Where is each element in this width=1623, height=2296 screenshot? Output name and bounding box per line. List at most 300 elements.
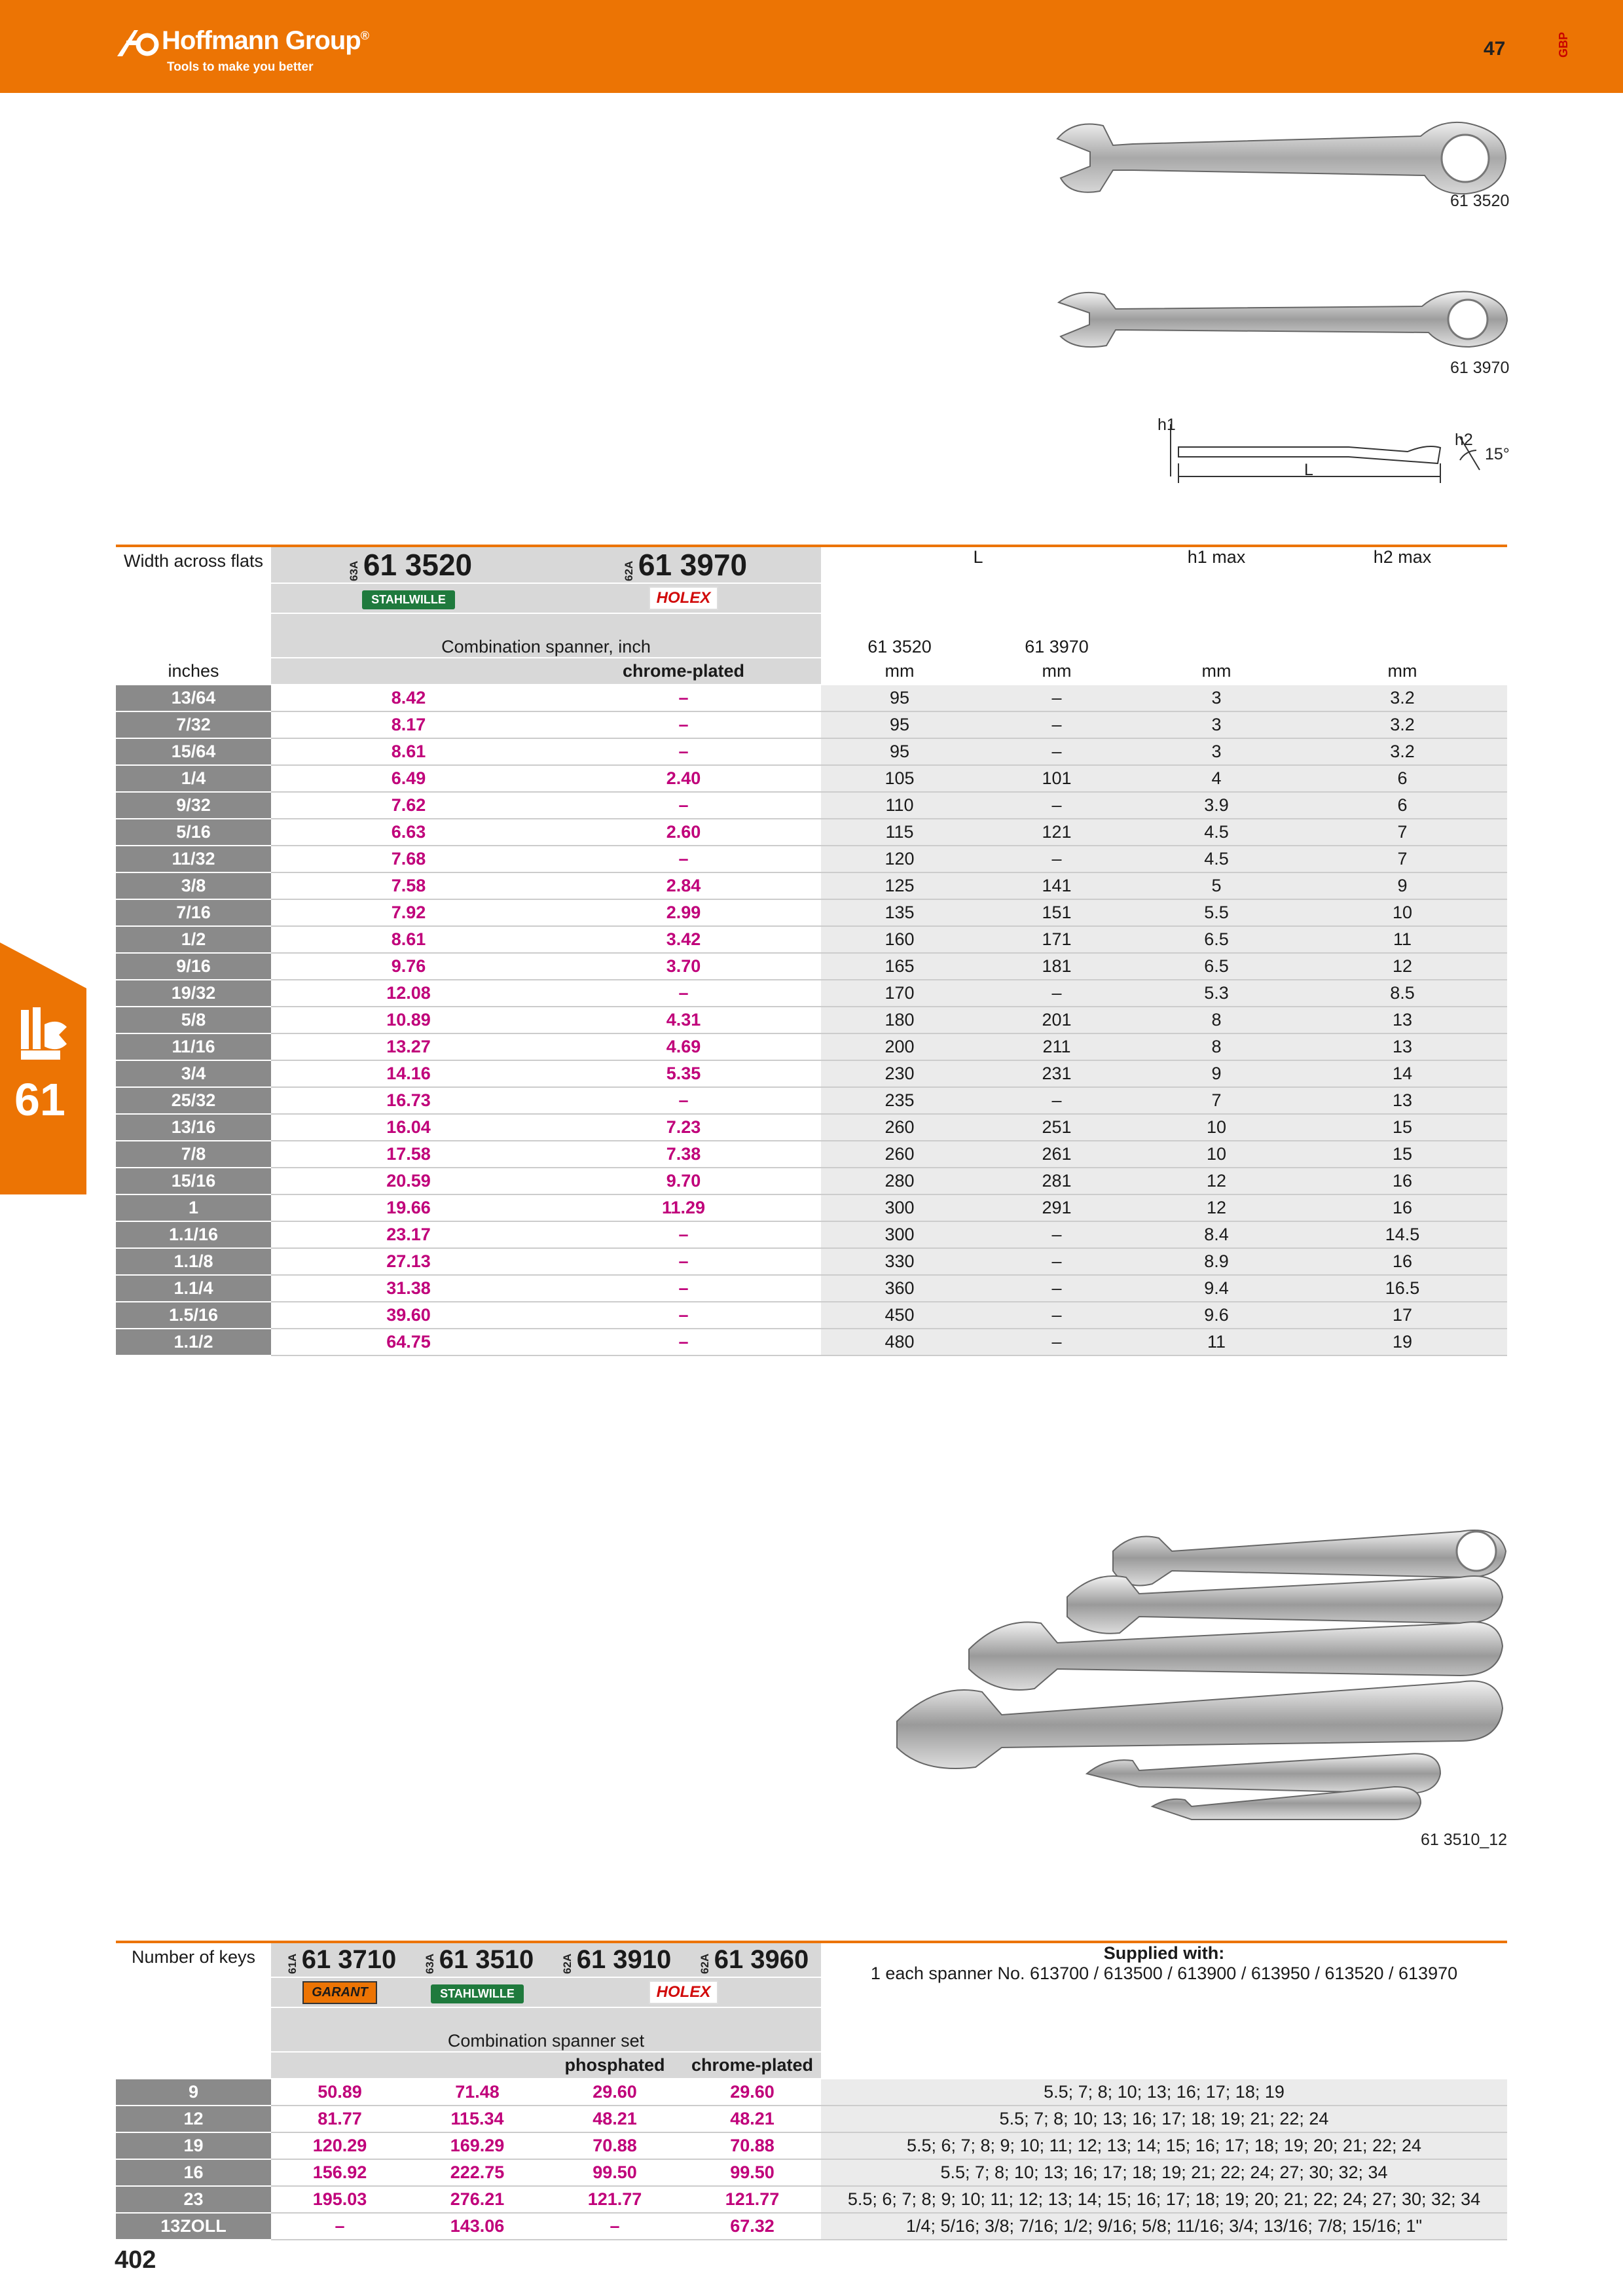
supplied-with-cell — [821, 1942, 1507, 2007]
table-cell: – — [978, 711, 1135, 738]
table-cell: 3.2 — [1298, 738, 1507, 765]
table-row — [116, 711, 1507, 738]
table-row — [116, 980, 1507, 1007]
table-cell: 120 — [821, 846, 978, 872]
row-label-cell: 19 — [116, 2132, 271, 2159]
spanner-613970-image — [1055, 283, 1514, 355]
table-cell: 480 — [821, 1329, 978, 1355]
table-row — [116, 738, 1507, 765]
table-cell[interactable]: 9.76 — [271, 953, 546, 980]
row-label-cell: 1.1/16 — [116, 1221, 271, 1248]
chapter-tab[interactable] — [0, 942, 86, 1194]
table-cell: 8.4 — [1135, 1221, 1298, 1248]
table-cell: 280 — [821, 1168, 978, 1194]
table-cell[interactable]: – — [546, 2213, 684, 2240]
table-cell: 8 — [1135, 1033, 1298, 1060]
table-cell[interactable]: 3.70 — [546, 953, 821, 980]
table-cell: 181 — [978, 953, 1135, 980]
diagram-label-angle: 15° — [1485, 445, 1510, 463]
table-cell: 3 — [1135, 711, 1298, 738]
unit-mm: mm — [821, 658, 978, 685]
table-cell: 13 — [1298, 1007, 1507, 1033]
table-cell[interactable]: 120.29 — [271, 2132, 409, 2159]
table-cell: 9 — [1298, 872, 1507, 899]
table-cell[interactable]: – — [546, 685, 821, 711]
brand-stahlwille-cell — [271, 583, 546, 613]
row-label-cell: 5/16 — [116, 819, 271, 846]
stahlwille-logo: STAHLWILLE — [362, 590, 455, 609]
table-cell: 165 — [821, 953, 978, 980]
brand-stahlwille-cell — [409, 1977, 546, 2007]
table-cell: 235 — [821, 1087, 978, 1114]
table-cell: 6 — [1298, 792, 1507, 819]
article-613510-header — [409, 1942, 546, 1977]
table-cell: 12 — [1135, 1194, 1298, 1221]
spanner-hand-icon — [18, 1005, 71, 1064]
table-row — [116, 2213, 1507, 2240]
table-cell: 180 — [821, 1007, 978, 1033]
table-cell: 6.5 — [1135, 926, 1298, 953]
number-of-keys-label: Number of keys — [116, 1942, 271, 1977]
table-cell: 101 — [978, 765, 1135, 792]
table-cell[interactable]: – — [546, 1087, 821, 1114]
table-cell: 3 — [1135, 738, 1298, 765]
row-label-cell: 11/16 — [116, 1033, 271, 1060]
table-row — [116, 1275, 1507, 1302]
table-row — [116, 1329, 1507, 1355]
table-cell[interactable]: 3.42 — [546, 926, 821, 953]
table-cell: 151 — [978, 899, 1135, 926]
table-cell: 251 — [978, 1114, 1135, 1141]
table-cell: 260 — [821, 1114, 978, 1141]
table-cell[interactable]: 81.77 — [271, 2106, 409, 2132]
table-row — [116, 1087, 1507, 1114]
table-cell: 5.5; 7; 8; 10; 13; 16; 17; 18; 19 — [821, 2079, 1507, 2106]
header-bar — [0, 0, 1623, 93]
table-cell[interactable]: – — [546, 1221, 821, 1248]
row-label-cell: 19/32 — [116, 980, 271, 1007]
set-description: Combination spanner set — [271, 2007, 821, 2052]
row-label-cell: 13/16 — [116, 1114, 271, 1141]
table-cell[interactable]: – — [546, 711, 821, 738]
row-label-cell: 15/16 — [116, 1168, 271, 1194]
table-cell: 8.5 — [1298, 980, 1507, 1007]
image-caption-613970: 61 3970 — [1450, 359, 1510, 377]
table-cell: 1/4; 5/16; 3/8; 7/16; 1/2; 9/16; 5/8; 11/16; 3/4; 13/16; 7/8; 15/16; 1" — [821, 2213, 1507, 2240]
table-cell[interactable]: 7.92 — [271, 899, 546, 926]
table-cell[interactable]: 12.08 — [271, 980, 546, 1007]
table-cell: 170 — [821, 980, 978, 1007]
table-cell[interactable]: 29.60 — [546, 2079, 684, 2106]
table-cell[interactable]: 8.61 — [271, 926, 546, 953]
table-cell: 17 — [1298, 1302, 1507, 1329]
table-cell: – — [978, 1275, 1135, 1302]
row-label-cell: 25/32 — [116, 1087, 271, 1114]
holex-logo: HOLEX — [649, 1981, 719, 2004]
table-cell[interactable]: 276.21 — [409, 2186, 546, 2213]
table-cell: – — [978, 792, 1135, 819]
article-613910-header — [546, 1942, 684, 1977]
unit-inches: inches — [116, 658, 271, 685]
table-row — [116, 1007, 1507, 1033]
table-cell: 13 — [1298, 1087, 1507, 1114]
row-label-cell: 1/2 — [116, 926, 271, 953]
table-cell: 5.3 — [1135, 980, 1298, 1007]
article-number: 61 3960 — [714, 1945, 809, 1974]
spanner-set-613510-image — [871, 1505, 1519, 1846]
table-row — [116, 1221, 1507, 1248]
table-row — [116, 2079, 1507, 2106]
row-label-cell: 3/8 — [116, 872, 271, 899]
table-cell: 115 — [821, 819, 978, 846]
row-label-cell: 9 — [116, 2079, 271, 2106]
table-cell[interactable]: 14.16 — [271, 1060, 546, 1087]
table-cell[interactable]: 7.23 — [546, 1114, 821, 1141]
table-cell[interactable]: 48.21 — [684, 2106, 821, 2132]
table-cell: 5 — [1135, 872, 1298, 899]
dimension-diagram — [1152, 411, 1512, 496]
table-cell[interactable]: 2.99 — [546, 899, 821, 926]
table-cell: 8.9 — [1135, 1248, 1298, 1275]
table-cell: 10 — [1135, 1141, 1298, 1168]
spanner-set-table — [116, 1941, 1507, 2240]
table-cell: 11 — [1135, 1329, 1298, 1355]
table-cell: 10 — [1135, 1114, 1298, 1141]
row-label-cell: 11/32 — [116, 846, 271, 872]
table-cell: 4.5 — [1135, 819, 1298, 846]
table-cell: 291 — [978, 1194, 1135, 1221]
table-cell[interactable]: 4.69 — [546, 1033, 821, 1060]
table-cell[interactable]: 115.34 — [409, 2106, 546, 2132]
h1-max-header: h1 max — [1135, 546, 1298, 583]
brand-holex-cell — [546, 583, 821, 613]
table-cell: 12 — [1135, 1168, 1298, 1194]
table-row — [116, 685, 1507, 711]
table-cell[interactable]: – — [546, 1329, 821, 1355]
diagram-label-h1: h1 — [1158, 416, 1176, 434]
table-cell: 110 — [821, 792, 978, 819]
table-cell[interactable]: 99.50 — [684, 2159, 821, 2186]
table-cell: 5.5; 7; 8; 10; 13; 16; 17; 18; 19; 21; 22; 24 — [821, 2106, 1507, 2132]
table-cell: 4 — [1135, 765, 1298, 792]
finish-chrome-plated: chrome-plated — [684, 2052, 821, 2079]
table-cell[interactable]: – — [546, 1248, 821, 1275]
row-label-cell: 1/4 — [116, 765, 271, 792]
table-cell[interactable]: 6.63 — [271, 819, 546, 846]
width-across-flats-label: Width across flats — [116, 546, 271, 583]
article-613960-header — [684, 1942, 821, 1977]
table-cell[interactable]: 16.73 — [271, 1087, 546, 1114]
table-row — [116, 765, 1507, 792]
page-number-bottom: 402 — [115, 2246, 156, 2274]
brand-holex-cell — [546, 1977, 821, 2007]
table-row — [116, 953, 1507, 980]
table-cell[interactable]: 8.17 — [271, 711, 546, 738]
table-cell[interactable]: 169.29 — [409, 2132, 546, 2159]
row-label-cell: 13/64 — [116, 685, 271, 711]
table-cell[interactable]: 17.58 — [271, 1141, 546, 1168]
price-group-tag: 61A — [285, 1953, 299, 1974]
table-row — [116, 1033, 1507, 1060]
table-cell[interactable]: 156.92 — [271, 2159, 409, 2186]
table-cell[interactable]: – — [546, 980, 821, 1007]
row-label-cell: 9/16 — [116, 953, 271, 980]
table-cell[interactable]: 2.40 — [546, 765, 821, 792]
table-cell[interactable]: 2.60 — [546, 819, 821, 846]
row-label-cell: 5/8 — [116, 1007, 271, 1033]
supplied-with-text: 1 each spanner No. 613700 / 613500 / 613900 / 613950 / 613520 / 613970 — [870, 1964, 1458, 1983]
table-cell: 7 — [1298, 846, 1507, 872]
table-cell[interactable]: – — [546, 1275, 821, 1302]
table-row — [116, 2186, 1507, 2213]
table-cell[interactable]: – — [546, 792, 821, 819]
row-label-cell: 3/4 — [116, 1060, 271, 1087]
table-cell: – — [978, 980, 1135, 1007]
table-cell[interactable]: 195.03 — [271, 2186, 409, 2213]
table-cell[interactable]: 7.58 — [271, 872, 546, 899]
table-cell: 231 — [978, 1060, 1135, 1087]
page-number-top: 47 — [1484, 38, 1506, 60]
table-row — [116, 872, 1507, 899]
table-cell[interactable]: 6.49 — [271, 765, 546, 792]
article-613710-header — [271, 1942, 409, 1977]
table-row — [116, 1194, 1507, 1221]
table-row — [116, 1302, 1507, 1329]
table-cell: 260 — [821, 1141, 978, 1168]
table-cell[interactable]: 7.68 — [271, 846, 546, 872]
table-row — [116, 1248, 1507, 1275]
finish-chrome-plated: chrome-plated — [546, 658, 821, 685]
article-number: 61 3520 — [363, 548, 473, 582]
table-cell: 105 — [821, 765, 978, 792]
row-label-cell: 1.1/8 — [116, 1248, 271, 1275]
table-cell[interactable]: – — [546, 738, 821, 765]
table-cell: 6 — [1298, 765, 1507, 792]
table-cell[interactable]: 50.89 — [271, 2079, 409, 2106]
table-row — [116, 926, 1507, 953]
table-cell: 135 — [821, 899, 978, 926]
table-row — [116, 2159, 1507, 2186]
table-row — [116, 1114, 1507, 1141]
table-cell[interactable]: 48.21 — [546, 2106, 684, 2132]
table-cell: 5.5; 6; 7; 8; 9; 10; 11; 12; 13; 14; 15; 16; 17; 18; 19; 20; 21; 22; 24 — [821, 2132, 1507, 2159]
row-label-cell: 15/64 — [116, 738, 271, 765]
table-cell: 95 — [821, 738, 978, 765]
table-cell: 95 — [821, 685, 978, 711]
table-cell: 16 — [1298, 1248, 1507, 1275]
table-row — [116, 2106, 1507, 2132]
table-cell: 360 — [821, 1275, 978, 1302]
row-label-cell: 7/16 — [116, 899, 271, 926]
row-label-cell: 13ZOLL — [116, 2213, 271, 2240]
table-cell[interactable]: 31.38 — [271, 1275, 546, 1302]
row-label-cell: 7/32 — [116, 711, 271, 738]
table-row — [116, 819, 1507, 846]
table-cell: 300 — [821, 1221, 978, 1248]
table-cell: 330 — [821, 1248, 978, 1275]
brand-garant-cell — [271, 1977, 409, 2007]
table-cell[interactable]: 67.32 — [684, 2213, 821, 2240]
table-cell: 450 — [821, 1302, 978, 1329]
length-header: L — [821, 546, 1135, 583]
table-cell[interactable]: – — [546, 846, 821, 872]
image-caption-613510-12: 61 3510_12 — [1421, 1831, 1508, 1849]
table-cell: 211 — [978, 1033, 1135, 1060]
sub-header-L1: 61 3520 — [821, 613, 978, 658]
table-row — [116, 1141, 1507, 1168]
table-cell[interactable]: 71.48 — [409, 2079, 546, 2106]
article-number: 61 3970 — [638, 548, 748, 582]
finish-phosphated: phosphated — [546, 2052, 684, 2079]
price-group-tag: 62A — [622, 560, 635, 581]
table-cell: 200 — [821, 1033, 978, 1060]
table-cell[interactable]: – — [271, 2213, 409, 2240]
table-cell: 3.2 — [1298, 685, 1507, 711]
table-cell: – — [978, 1248, 1135, 1275]
table-cell[interactable]: 19.66 — [271, 1194, 546, 1221]
row-label-cell: 1.1/4 — [116, 1275, 271, 1302]
table-cell[interactable]: 222.75 — [409, 2159, 546, 2186]
table-cell[interactable]: 121.77 — [546, 2186, 684, 2213]
article-613970-header — [546, 546, 821, 583]
brand-tagline: Tools to make you better — [167, 60, 314, 74]
table-cell[interactable]: – — [546, 1302, 821, 1329]
product-description: Combination spanner, inch — [271, 613, 821, 658]
table-cell: 3.2 — [1298, 711, 1507, 738]
table-cell[interactable]: 39.60 — [271, 1302, 546, 1329]
table-cell: 3 — [1135, 685, 1298, 711]
row-label-cell: 1 — [116, 1194, 271, 1221]
price-group-tag: 62A — [698, 1953, 711, 1974]
table-cell[interactable]: 29.60 — [684, 2079, 821, 2106]
chapter-number: 61 — [14, 1074, 65, 1125]
row-label-cell: 12 — [116, 2106, 271, 2132]
table-cell: 10 — [1298, 899, 1507, 926]
table-cell: 141 — [978, 872, 1135, 899]
table-cell: 15 — [1298, 1114, 1507, 1141]
table-cell: 8 — [1135, 1007, 1298, 1033]
table-cell: 9.4 — [1135, 1275, 1298, 1302]
currency-code: GBP — [1557, 31, 1570, 58]
table-cell[interactable]: 8.42 — [271, 685, 546, 711]
table-cell: 5.5; 6; 7; 8; 9; 10; 11; 12; 13; 14; 15; 16; 17; 18; 19; 20; 21; 22; 24; 27; 30; 32; 34 — [821, 2186, 1507, 2213]
unit-mm: mm — [1298, 658, 1507, 685]
table-cell[interactable]: 11.29 — [546, 1194, 821, 1221]
table-cell: 95 — [821, 711, 978, 738]
table-cell[interactable]: 13.27 — [271, 1033, 546, 1060]
table-row — [116, 2132, 1507, 2159]
table-cell[interactable]: 5.35 — [546, 1060, 821, 1087]
price-group-tag: 63A — [347, 560, 360, 581]
supplied-with-title: Supplied with: — [1103, 1943, 1225, 1963]
table-cell: 7 — [1298, 819, 1507, 846]
table-cell[interactable]: 10.89 — [271, 1007, 546, 1033]
table-cell: 121 — [978, 819, 1135, 846]
sub-header-L2: 61 3970 — [978, 613, 1135, 658]
article-number: 61 3510 — [439, 1945, 534, 1974]
table-cell: – — [978, 846, 1135, 872]
table-cell[interactable]: 121.77 — [684, 2186, 821, 2213]
table-cell: 7 — [1135, 1087, 1298, 1114]
table-cell[interactable]: 8.61 — [271, 738, 546, 765]
table-cell: 9.6 — [1135, 1302, 1298, 1329]
table-cell[interactable]: 70.88 — [546, 2132, 684, 2159]
row-label-cell: 23 — [116, 2186, 271, 2213]
unit-mm: mm — [978, 658, 1135, 685]
article-number: 61 3910 — [576, 1945, 672, 1974]
spanner-inch-table — [116, 545, 1507, 1356]
diagram-label-h2: h2 — [1455, 431, 1473, 449]
table-cell[interactable]: 27.13 — [271, 1248, 546, 1275]
table-cell: 14 — [1298, 1060, 1507, 1087]
table-cell[interactable]: 99.50 — [546, 2159, 684, 2186]
table-row — [116, 899, 1507, 926]
table-cell[interactable]: 7.62 — [271, 792, 546, 819]
stahlwille-logo: STAHLWILLE — [431, 1984, 524, 2003]
spanner-613520-image — [1054, 113, 1512, 204]
table-cell: 16.5 — [1298, 1275, 1507, 1302]
table-cell[interactable]: 143.06 — [409, 2213, 546, 2240]
row-label-cell: 7/8 — [116, 1141, 271, 1168]
row-label-cell: 1.5/16 — [116, 1302, 271, 1329]
table-cell: 201 — [978, 1007, 1135, 1033]
table-cell: – — [978, 685, 1135, 711]
table-cell: 5.5 — [1135, 899, 1298, 926]
table-cell: 14.5 — [1298, 1221, 1507, 1248]
table-row — [116, 1060, 1507, 1087]
table-cell: 5.5; 7; 8; 10; 13; 16; 17; 18; 19; 21; 22; 24; 27; 30; 32; 34 — [821, 2159, 1507, 2186]
image-caption-613520: 61 3520 — [1450, 192, 1510, 210]
table-cell[interactable]: 9.70 — [546, 1168, 821, 1194]
registered-mark: ® — [360, 29, 369, 43]
table-cell[interactable]: 16.04 — [271, 1114, 546, 1141]
table-row — [116, 846, 1507, 872]
table-cell: 15 — [1298, 1141, 1507, 1168]
table-row — [116, 1168, 1507, 1194]
table-cell[interactable]: 23.17 — [271, 1221, 546, 1248]
table-cell: – — [978, 1221, 1135, 1248]
table-cell: 300 — [821, 1194, 978, 1221]
table-cell[interactable]: 20.59 — [271, 1168, 546, 1194]
diagram-label-L: L — [1304, 461, 1313, 479]
table-cell[interactable]: 4.31 — [546, 1007, 821, 1033]
holex-logo: HOLEX — [649, 586, 719, 610]
table-cell[interactable]: 2.84 — [546, 872, 821, 899]
table-cell: – — [978, 738, 1135, 765]
table-cell: 9 — [1135, 1060, 1298, 1087]
price-group-tag: 62A — [560, 1953, 574, 1974]
table-cell: – — [978, 1087, 1135, 1114]
h2-max-header: h2 max — [1298, 546, 1507, 583]
table-cell: 230 — [821, 1060, 978, 1087]
table-cell[interactable]: 7.38 — [546, 1141, 821, 1168]
price-group-tag: 63A — [423, 1953, 436, 1974]
table-cell: 4.5 — [1135, 846, 1298, 872]
table-cell: – — [978, 1302, 1135, 1329]
table-cell: 261 — [978, 1141, 1135, 1168]
hoffmann-logo-icon — [115, 27, 160, 58]
row-label-cell: 1.1/2 — [116, 1329, 271, 1355]
table-cell: – — [978, 1329, 1135, 1355]
table-cell[interactable]: 70.88 — [684, 2132, 821, 2159]
table-cell: 125 — [821, 872, 978, 899]
table-cell[interactable]: 64.75 — [271, 1329, 546, 1355]
unit-mm: mm — [1135, 658, 1298, 685]
garant-logo: GARANT — [302, 1981, 377, 2004]
table-cell: 160 — [821, 926, 978, 953]
table-cell: 12 — [1298, 953, 1507, 980]
table-cell: 16 — [1298, 1168, 1507, 1194]
